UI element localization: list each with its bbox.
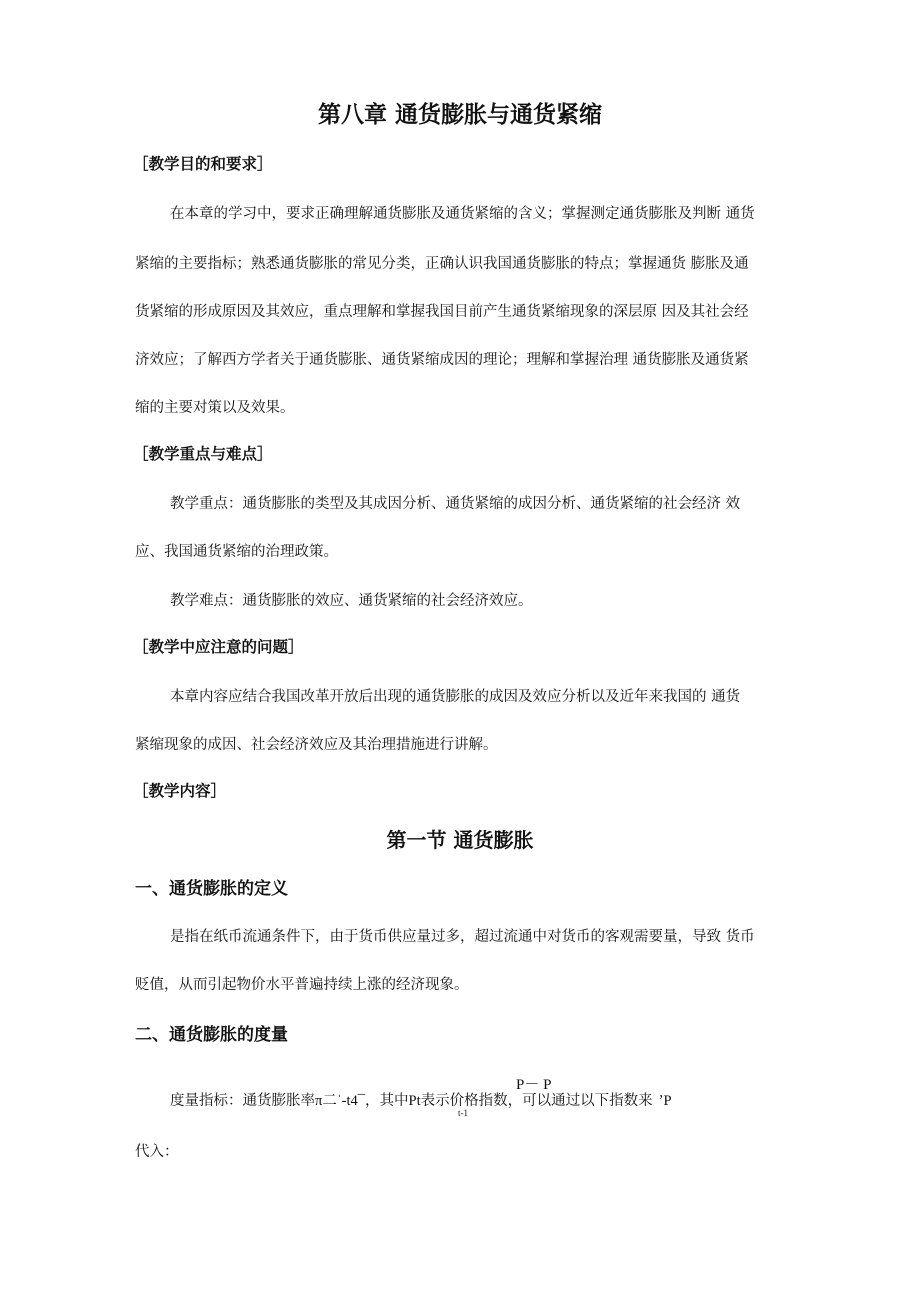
definition-line-2: 贬值，从而引起物价水平普遍持续上涨的经济现象。 [135,977,469,993]
objectives-line-4: 济效应；了解西方学者关于通货膨胀、通货紧缩成因的理论；理解和掌握治理 通货膨胀及通货紧 [135,352,749,368]
definition-line-1: 是指在纸币流通条件下，由于货币供应量过多，超过流通中对货币的客观需要量，导致 货币 [170,929,755,945]
pt-symbol: Pt [408,1093,421,1109]
keypoints-heading: ［教学重点与难点］ [133,445,273,463]
formula-subscript: t-1 [458,1108,468,1118]
measure-heading: 二、通货膨胀的度量 [135,1025,288,1045]
objectives-line-1: 在本章的学习中，要求正确理解通货膨胀及通货紧缩的含义；掌握测定通货膨胀及判断 通货 [170,206,755,222]
formula-tail: ʼP [658,1093,672,1109]
formula-numerator: P－ P [516,1077,552,1093]
content-heading: ［教学内容］ [133,782,227,800]
measure-continuation: 代入： [135,1144,179,1160]
notes-line-2: 紧缩现象的成因、社会经济效应及其治理措施进行讲解。 [135,737,498,753]
keypoints-line-1: 教学重点：通货膨胀的类型及其成因分析、通货紧缩的成因分析、通货紧缩的社会经济 效 [170,496,741,512]
difficulty-line: 教学难点：通货膨胀的效应、通货紧缩的社会经济效应。 [170,593,533,609]
section-title: 第一节 通货膨胀 [386,828,534,852]
measure-line [170,1089,672,1110]
objectives-heading: ［教学目的和要求］ [133,155,273,173]
chapter-title: 第八章 通货膨胀与通货紧缩 [317,102,602,128]
formula-inline: π二ˈ-t4¯ [315,1093,366,1109]
measure-suffix: ，可以通过以下指数来 [507,1093,653,1109]
notes-line-1: 本章内容应结合我国改革开放后出现的通货膨胀的成因及效应分析以及近年来我国的 通货 [170,689,741,705]
measure-middle: ，其中 [365,1093,409,1109]
objectives-line-5: 缩的主要对策以及效果。 [135,400,295,416]
measure-prefix: 度量指标：通货膨胀率 [170,1093,315,1109]
objectives-line-3: 货紧缩的形成原因及其效应，重点理解和掌握我国目前产生通货紧缩现象的深层原 因及其社会经 [135,304,749,320]
keypoints-line-2: 应、我国通货紧缩的治理政策。 [135,544,338,560]
objectives-line-2: 紧缩的主要指标；熟悉通货膨胀的常见分类，正确认识我国通货膨胀的特点；掌握通货 膨胀及通 [135,256,749,272]
measure-middle-2: 表示价格指数 [420,1093,508,1109]
notes-heading: ［教学中应注意的问题］ [133,638,304,656]
definition-heading: 一、通货膨胀的定义 [135,879,288,899]
